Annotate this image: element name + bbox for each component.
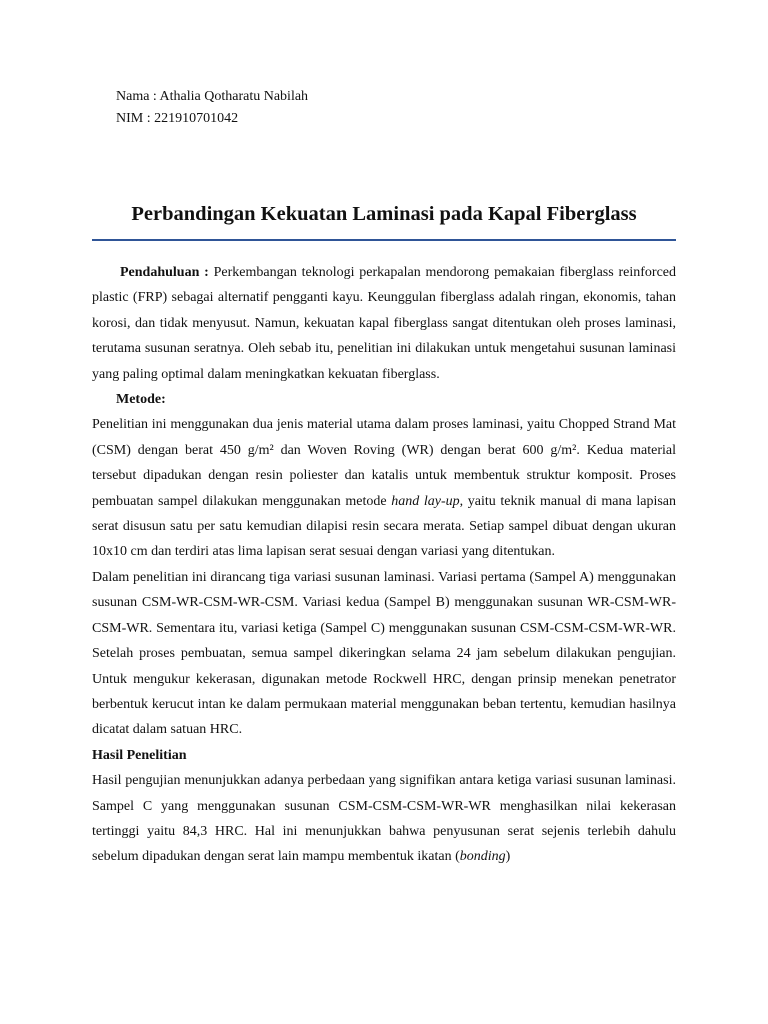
author-info: [116, 86, 308, 130]
intro-label: Pendahuluan :: [120, 265, 209, 280]
metode-paragraph-1: [92, 412, 676, 564]
metode-p1-before: Penelitian ini menggunakan dua jenis material utama dalam proses laminasi, yaitu Chopped Strand Mat (CSM) dengan berat 450 g/m² dan Woven Roving (WR) dengan berat 600 g/m². Kedua material tersebut dipadukan dengan resin poliester dan katalis untuk membentuk struktur komposit. Proses pembuatan sampel dilakukan menggunakan metode: [92, 417, 676, 509]
intro-text: Perkembangan teknologi perkapalan mendorong pemakaian fiberglass reinforced plastic (FRP) sebagai alternatif pengganti kayu. Keunggulan fiberglass adalah ringan, ekonomis, tahan korosi, dan tidak menyusut. Namun, kekuatan kapal fiberglass sangat ditentukan oleh proses laminasi, terutama susunan seratnya. Oleh sebab itu, penelitian ini dilakukan untuk mengetahui susunan laminasi yang paling optimal dalam meningkatkan kekuatan fiberglass.: [92, 265, 676, 382]
hasil-p1-after: ): [505, 849, 511, 865]
metode-heading: Metode:: [116, 392, 166, 408]
intro-paragraph: [92, 260, 676, 387]
hasil-p1-italic: bonding: [459, 849, 506, 865]
author-name: Nama : Athalia Qotharatu Nabilah: [116, 89, 309, 104]
hasil-heading: Hasil Penelitian: [92, 747, 187, 763]
hasil-p1-before: Hasil pengujian menunjukkan adanya perbedaan yang signifikan antara ketiga variasi susunan laminasi. Sampel C yang menggunakan susunan CSM-CSM-CSM-WR-WR menghasilkan nilai kekerasan tertinggi yaitu 84,3 HRC. Hal ini menunjukkan bahwa penyusunan serat sejenis terlebih dahulu sebelum dipadukan dengan serat lain mampu membentuk ikatan (: [92, 773, 676, 865]
metode-p1-italic: hand lay-up: [391, 493, 460, 509]
document-title: Perbandingan Kekuatan Laminasi pada Kapal Fiberglass: [131, 203, 637, 225]
metode-p1-after: , yaitu teknik manual di mana lapisan serat disusun satu per satu kemudian dilapisi resin secara merata. Setiap sampel dibuat dengan ukuran 10x10 cm dan terdiri atas lima lapisan serat sesuai dengan variasi yang ditentukan.: [92, 493, 677, 560]
metode-paragraph-2: Dalam penelitian ini dirancang tiga variasi susunan laminasi. Variasi pertama (Sampel A) menggunakan susunan CSM-WR-CSM-WR-CSM. Variasi kedua (Sampel B) menggunakan susunan WR-CSM-WR-CSM-WR. Sementara itu, variasi ketiga (Sampel C) menggunakan susunan CSM-CSM-CSM-WR-WR. Setelah proses pembuatan, semua sampel dikeringkan selama 24 jam sebelum dilakukan pengujian. Untuk mengukur kekerasan, digunakan metode Rockwell HRC, dengan prinsip menekan penetrator berbentuk kerucut intan ke dalam permukaan material menggunakan beban tertentu, kemudian hasilnya dicatat dalam satuan HRC.: [92, 569, 676, 738]
student-id: NIM : 221910701042: [116, 111, 239, 126]
hasil-paragraph-1: [92, 768, 676, 870]
document-body: [92, 260, 676, 870]
title-divider: [92, 239, 676, 241]
